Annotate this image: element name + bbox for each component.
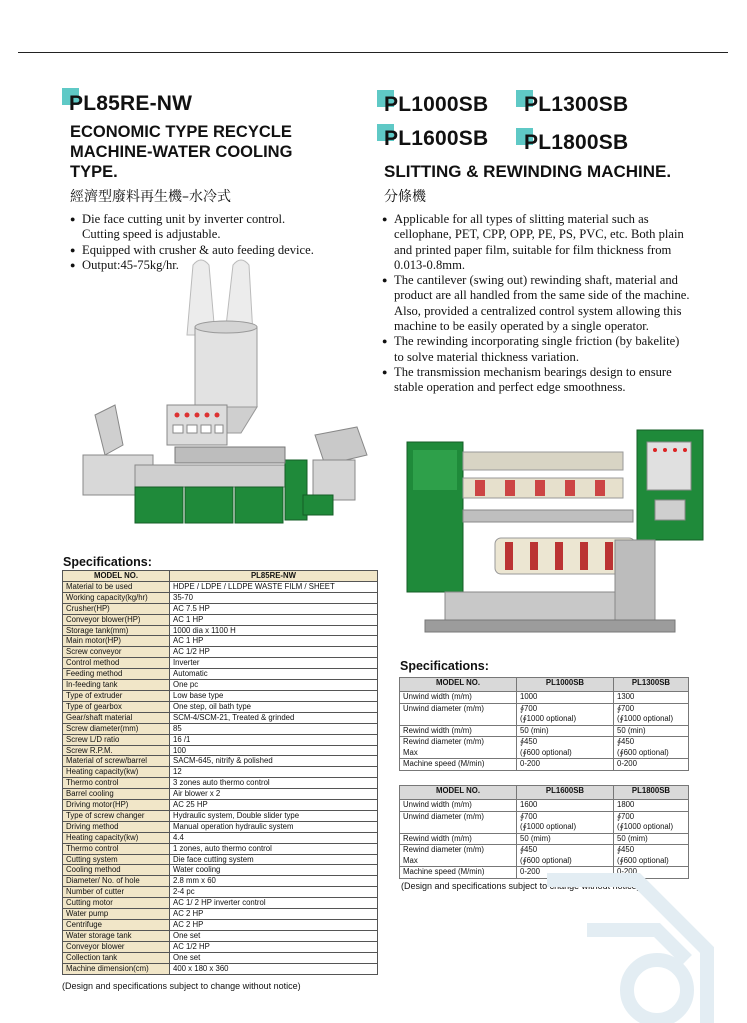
table-cell: AC 1/2 HP	[170, 647, 378, 658]
table-cell: 0-200	[614, 867, 689, 879]
table-cell: Screw R.P.M.	[63, 745, 170, 756]
table-cell: Rewind width (m/m)	[400, 833, 517, 845]
table-row	[63, 581, 378, 592]
table-row	[63, 952, 378, 963]
table-row	[63, 701, 378, 712]
table-cell: 1600	[517, 800, 614, 812]
table-cell: AC 1/ 2 HP inverter control	[170, 898, 378, 909]
table-cell: ∮700 (∮1000 optional)	[614, 703, 689, 725]
table-cell: ∮450 (∮600 optional)	[517, 737, 614, 759]
left-chinese-title: 經濟型廢料再生機–水冷式	[70, 189, 231, 205]
table-cell: HDPE / LDPE / LLDPE WASTE FILM / SHEET	[170, 581, 378, 592]
table-cell: 16 /1	[170, 734, 378, 745]
right-model-1: PL1000SB	[384, 93, 489, 116]
table-cell: ∮700 (∮1000 optional)	[517, 811, 614, 833]
table-cell: 0-200	[517, 867, 614, 879]
feature-item: ● The cantilever (swing out) rewinding shaft, material and product are all handled from the same side of the machine. Also, provided a centralized control system allowing this machine to be easily operated by a single operator.	[382, 273, 692, 334]
table-cell: 50 (mim)	[614, 833, 689, 845]
table-header-cell: PL1800SB	[614, 786, 689, 800]
table-row	[63, 614, 378, 625]
table-cell: Cutting system	[63, 854, 170, 865]
table-row	[63, 767, 378, 778]
table-cell: Machine speed (M/min)	[400, 759, 517, 771]
table-cell: 35-70	[170, 592, 378, 603]
table-row	[63, 821, 378, 832]
table-cell: AC 1/2 HP	[170, 941, 378, 952]
table-cell: Feeding method	[63, 669, 170, 680]
table-cell: 400 x 180 x 360	[170, 963, 378, 974]
table-cell: ∮450 (∮600 optional)	[614, 845, 689, 867]
table-header-cell: MODEL NO.	[400, 678, 517, 692]
table-row	[63, 800, 378, 811]
table-cell: Type of gearbox	[63, 701, 170, 712]
table-row	[400, 725, 689, 737]
table-cell: Diameter/ No. of hole	[63, 876, 170, 887]
table-cell: Water pump	[63, 909, 170, 920]
table-cell: Gear/shaft material	[63, 712, 170, 723]
table-row	[63, 636, 378, 647]
table-cell: 50 (mim)	[517, 833, 614, 845]
table-cell: Rewind diameter (m/m) Max	[400, 845, 517, 867]
table-cell: 2.8 mm x 60	[170, 876, 378, 887]
table-cell: Cooling method	[63, 865, 170, 876]
left-model-title: PL85RE-NW	[69, 92, 193, 115]
slitting-machine-photo	[405, 420, 705, 650]
feature-item: ● Equipped with crusher & auto feeding device.	[70, 243, 370, 258]
feature-item: ● Applicable for all types of slitting material such as cellophane, PET, CPP, OPP, PE, PS, PVC, etc. Both plain and printed paper film, suitable for film thickness from 0.013-0.8mm.	[382, 212, 692, 273]
right-subtitle: SLITTING & REWINDING MACHINE.	[384, 162, 672, 181]
watermark-logo	[507, 860, 747, 1023]
left-subtitle: ECONOMIC TYPE RECYCLE MACHINE-WATER COOLING TYPE.	[70, 123, 293, 181]
left-spec-table	[62, 570, 378, 975]
table-row	[400, 833, 689, 845]
top-rule	[18, 52, 728, 53]
table-cell: Machine dimension(cm)	[63, 963, 170, 974]
right-model-3: PL1600SB	[384, 127, 489, 150]
table-cell: 1300	[614, 692, 689, 704]
table-cell: ∮450 (∮600 optional)	[517, 845, 614, 867]
table-cell: AC 7.5 HP	[170, 603, 378, 614]
table-cell: 1 zones, auto thermo control	[170, 843, 378, 854]
table-row	[63, 930, 378, 941]
table-cell: AC 25 HP	[170, 800, 378, 811]
table-cell: Screw L/D ratio	[63, 734, 170, 745]
table-cell: Centrifuge	[63, 920, 170, 931]
table-cell: 0-200	[517, 759, 614, 771]
table-cell: Type of screw changer	[63, 810, 170, 821]
table-row	[63, 592, 378, 603]
table-cell: Conveyor blower	[63, 941, 170, 952]
table-cell: 2-4 pc	[170, 887, 378, 898]
table-cell: Type of extruder	[63, 690, 170, 701]
table-row	[63, 745, 378, 756]
table-row	[63, 625, 378, 636]
table-row	[63, 941, 378, 952]
table-cell: 50 (min)	[517, 725, 614, 737]
feature-item: ● Output:45-75kg/hr.	[70, 258, 370, 273]
table-cell: Water storage tank	[63, 930, 170, 941]
table-cell: Number of cutter	[63, 887, 170, 898]
table-row	[63, 909, 378, 920]
table-row	[63, 723, 378, 734]
right-spec-heading: Specifications:	[400, 659, 489, 673]
table-row	[63, 963, 378, 974]
table-row	[63, 920, 378, 931]
table-cell: Cutting motor	[63, 898, 170, 909]
table-row	[63, 832, 378, 843]
right-feature-list	[382, 212, 692, 396]
recycle-machine-photo	[75, 255, 375, 545]
table-row	[400, 811, 689, 833]
table-header-cell: MODEL NO.	[63, 571, 170, 582]
table-cell: Unwind diameter (m/m)	[400, 811, 517, 833]
table-cell: Conveyor blower(HP)	[63, 614, 170, 625]
table-row	[400, 703, 689, 725]
table-cell: 12	[170, 767, 378, 778]
table-cell: Barrel cooling	[63, 789, 170, 800]
table-cell: One pc	[170, 680, 378, 691]
table-cell: Material of screw/barrel	[63, 756, 170, 767]
table-cell: AC 2 HP	[170, 909, 378, 920]
table-cell: Heating capacity(kw)	[63, 767, 170, 778]
right-spec-table-1	[399, 677, 689, 771]
table-cell: Inverter	[170, 658, 378, 669]
right-model-4: PL1800SB	[524, 131, 629, 154]
table-header-cell: PL1000SB	[517, 678, 614, 692]
table-cell: Crusher(HP)	[63, 603, 170, 614]
feature-item: ● The transmission mechanism bearings design to ensure stable operation and perfect edge smoothness.	[382, 365, 692, 396]
table-cell: Screw diameter(mm)	[63, 723, 170, 734]
table-row	[63, 603, 378, 614]
table-cell: Storage tank(mm)	[63, 625, 170, 636]
table-cell: Air blower x 2	[170, 789, 378, 800]
table-cell: Control method	[63, 658, 170, 669]
table-cell: Collection tank	[63, 952, 170, 963]
table-cell: One set	[170, 952, 378, 963]
table-cell: 3 zones auto thermo control	[170, 778, 378, 789]
table-cell: Automatic	[170, 669, 378, 680]
right-model-2: PL1300SB	[524, 93, 629, 116]
table-cell: AC 1 HP	[170, 614, 378, 625]
table-cell: Hydraulic system, Double slider type	[170, 810, 378, 821]
table-cell: One set	[170, 930, 378, 941]
table-cell: 0-200	[614, 759, 689, 771]
table-row	[63, 854, 378, 865]
table-cell: Water cooling	[170, 865, 378, 876]
table-header-cell: PL1600SB	[517, 786, 614, 800]
table-row	[63, 756, 378, 767]
table-row	[63, 647, 378, 658]
table-row	[63, 690, 378, 701]
feature-item: ● Die face cutting unit by inverter control. Cutting speed is adjustable.	[70, 212, 370, 243]
left-spec-heading: Specifications:	[63, 555, 152, 569]
table-cell: 50 (min)	[614, 725, 689, 737]
table-row	[63, 887, 378, 898]
table-row	[63, 810, 378, 821]
table-row	[63, 680, 378, 691]
table-cell: 85	[170, 723, 378, 734]
table-cell: Driving motor(HP)	[63, 800, 170, 811]
table-cell: 1000 dia x 1100 H	[170, 625, 378, 636]
table-cell: Heating capacity(kw)	[63, 832, 170, 843]
table-cell: AC 2 HP	[170, 920, 378, 931]
table-cell: AC 1 HP	[170, 636, 378, 647]
table-cell: Material to be used	[63, 581, 170, 592]
table-cell: ∮700 (∮1000 optional)	[517, 703, 614, 725]
right-chinese-title: 分條機	[384, 189, 426, 205]
table-cell: 1800	[614, 800, 689, 812]
table-cell: In-feeding tank	[63, 680, 170, 691]
table-row	[63, 669, 378, 680]
table-row	[63, 898, 378, 909]
table-cell: Unwind diameter (m/m)	[400, 703, 517, 725]
table-cell: Driving method	[63, 821, 170, 832]
left-disclaimer: (Design and specifications subject to change without notice)	[62, 981, 301, 991]
table-cell: Low base type	[170, 690, 378, 701]
table-cell: Thermo control	[63, 778, 170, 789]
table-cell: Unwind width (m/m)	[400, 692, 517, 704]
table-cell: Die face cutting system	[170, 854, 378, 865]
table-cell: SCM-4/SCM-21, Treated & grinded	[170, 712, 378, 723]
table-cell: Rewind diameter (m/m) Max	[400, 737, 517, 759]
table-row	[400, 759, 689, 771]
table-header-cell: PL1300SB	[614, 678, 689, 692]
table-header-cell: MODEL NO.	[400, 786, 517, 800]
table-row	[63, 876, 378, 887]
table-cell: SACM-645, nitrify & polished	[170, 756, 378, 767]
right-disclaimer: (Design and specifications subject to change without notice)	[401, 881, 640, 891]
table-row	[400, 737, 689, 759]
table-cell: Machine speed (M/min)	[400, 867, 517, 879]
feature-item: ● The rewinding incorporating single friction (by bakelite) to solve material thickness variation.	[382, 334, 692, 365]
table-row	[63, 865, 378, 876]
table-row	[63, 778, 378, 789]
table-cell: Thermo control	[63, 843, 170, 854]
table-cell: Main motor(HP)	[63, 636, 170, 647]
table-row	[400, 800, 689, 812]
table-header-cell: PL85RE-NW	[170, 571, 378, 582]
table-cell: ∮450 (∮600 optional)	[614, 737, 689, 759]
table-cell: Manual operation hydraulic system	[170, 821, 378, 832]
table-row	[63, 734, 378, 745]
table-cell: Unwind width (m/m)	[400, 800, 517, 812]
table-cell: Rewind width (m/m)	[400, 725, 517, 737]
table-row	[400, 692, 689, 704]
table-cell: ∮700 (∮1000 optional)	[614, 811, 689, 833]
table-cell: 1000	[517, 692, 614, 704]
table-cell: Screw conveyor	[63, 647, 170, 658]
table-row	[63, 843, 378, 854]
table-cell: 4.4	[170, 832, 378, 843]
table-cell: Working capacity(kg/hr)	[63, 592, 170, 603]
table-row	[63, 789, 378, 800]
table-cell: One step, oil bath type	[170, 701, 378, 712]
table-cell: 100	[170, 745, 378, 756]
table-row	[63, 712, 378, 723]
table-row	[63, 658, 378, 669]
